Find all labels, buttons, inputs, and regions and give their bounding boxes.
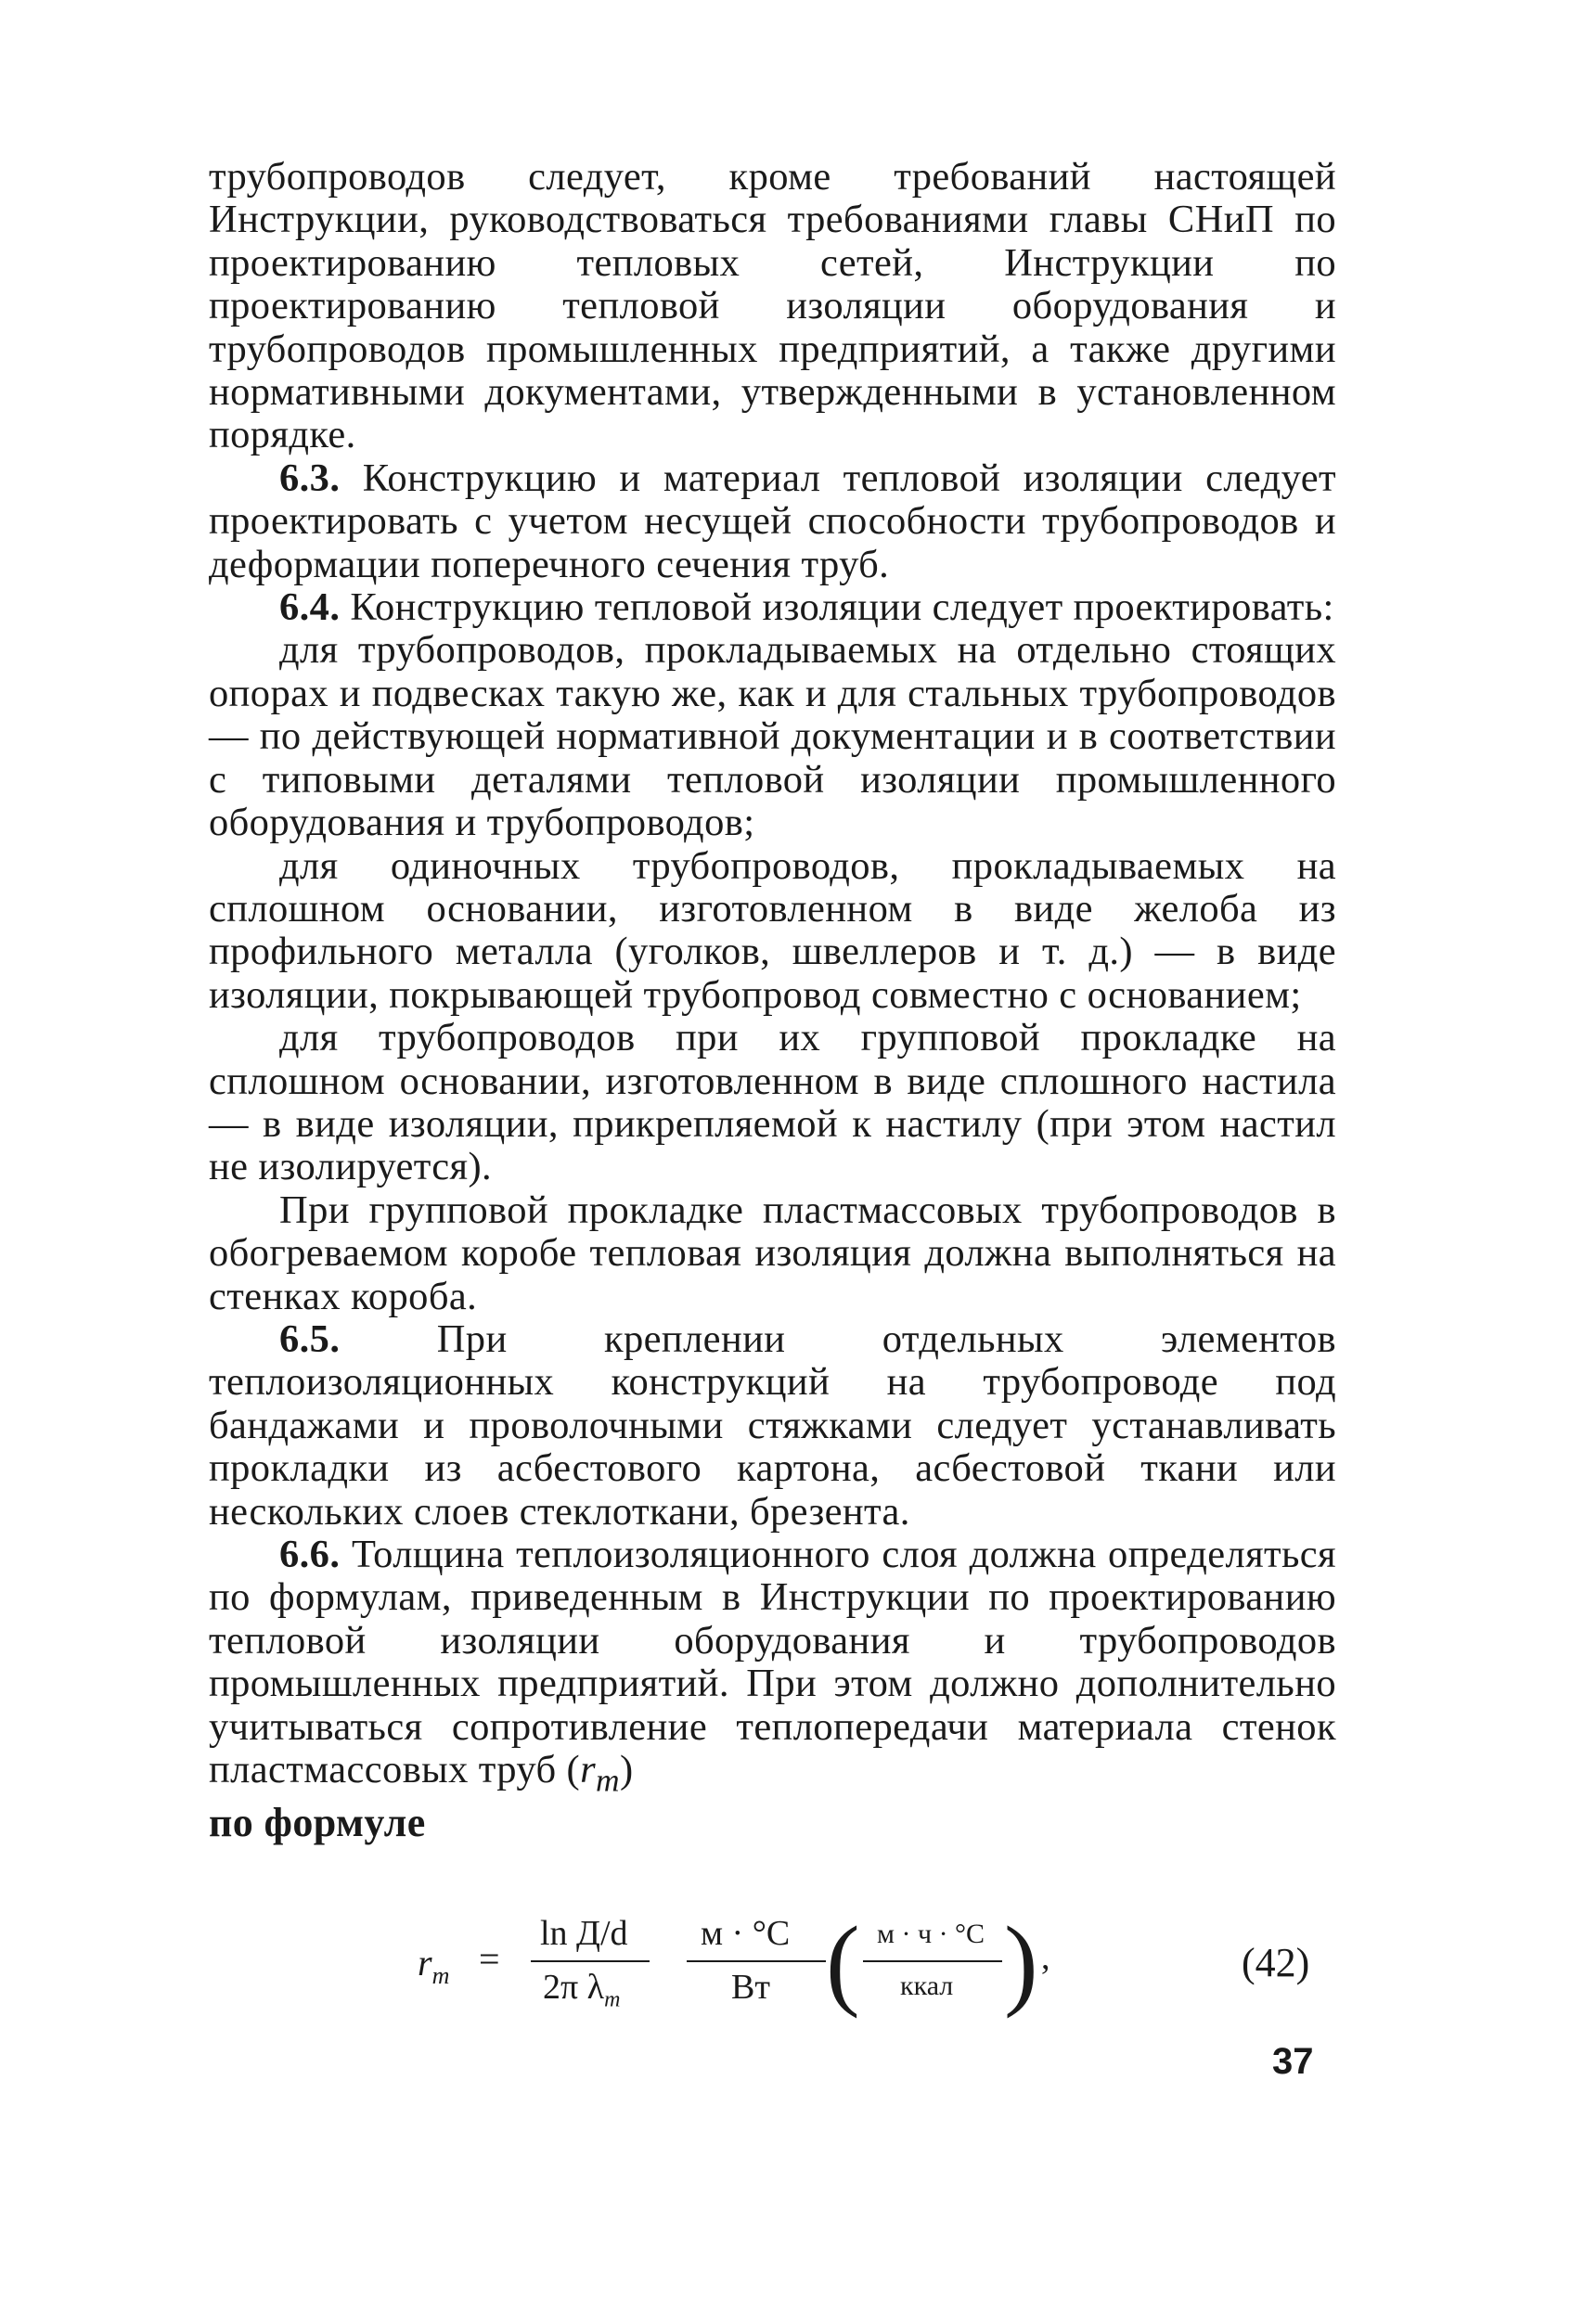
fraction2-bar [687, 1960, 826, 1962]
inline-symbol [566, 1748, 634, 1799]
fraction3-bar [863, 1960, 1002, 1962]
paragraph-6-3 [209, 457, 1336, 586]
fraction1-denominator [543, 1967, 620, 2013]
lead-text: по формуле [209, 1799, 426, 1845]
section-number: 6.5. [279, 1316, 341, 1361]
lead-line [209, 1799, 1336, 1845]
symbol-r: r [580, 1748, 597, 1792]
fraction2-denominator: Вт [731, 1968, 770, 2007]
formula-lhs [418, 1941, 449, 1990]
paren-open: ( [566, 1748, 581, 1792]
paragraph-text: для одиночных трубопроводов, прокладываемых на сплошном основании, изготовленном в виде желоба из профильного металла (уголков, швеллеров и т. д.) — в виде изоляции, покрывающей трубопровод совместно с основанием; [209, 843, 1336, 1017]
paragraph-6-6 [209, 1534, 1336, 1802]
page-number: 37 [1272, 2041, 1314, 2082]
lhs-symbol: r [418, 1942, 432, 1984]
equation-number: (42) [1242, 1940, 1310, 1985]
fraction3-denominator: ккал [900, 1971, 954, 2001]
list-item-paragraph [209, 629, 1336, 844]
den1-text: 2π λ [543, 1968, 605, 2007]
section-number: 6.4. [279, 585, 341, 630]
paren-close: ) [620, 1748, 634, 1792]
paragraph-text: При креплении отдельных элементов теплоизоляционных конструкций на трубопроводе под бандажами и проволочными стяжками следует устанавливать прокладки из асбестового картона, асбестовой ткани или нескольких слоев стеклоткани, брезента. [209, 1316, 1336, 1534]
body-text [209, 156, 1336, 1845]
paren-right: ) [1004, 1906, 1038, 2019]
equals-sign: = [479, 1938, 500, 1980]
paragraph-6-5 [209, 1318, 1336, 1534]
paragraph-text: для трубопроводов, прокладываемых на отдельно стоящих опорах и подвесках такую же, как и для стальных трубопроводов — по действующей нормативной документации и в соответствии с типовыми деталями тепловой изоляции промышленного оборудования и трубопроводов; [209, 628, 1336, 845]
paragraph-text: Конструкцию и материал тепловой изоляции следует проектировать с учетом несущей способности трубопроводов и деформации поперечного сечения труб. [209, 456, 1336, 586]
symbol-subscript: m [596, 1761, 621, 1799]
fraction2-numerator: м · °С [701, 1914, 791, 1953]
section-number: 6.6. [279, 1533, 341, 1576]
fraction1-bar [531, 1960, 650, 1962]
list-item-paragraph [209, 1017, 1336, 1189]
formula-comma: , [1041, 1938, 1050, 1977]
section-number: 6.3. [279, 456, 341, 500]
paragraph-text: трубопроводов следует, кроме требований настоящей Инструкции, руководствоваться требованиями главы СНиП по проектированию тепловых сетей, Инструкции по проектированию тепловой изоляции оборудования и трубопроводов промышленных предприятий, а также другими нормативными документами, утвержденными в установленном порядке. [209, 155, 1336, 457]
paragraph [209, 1189, 1336, 1318]
formula-42 [418, 1906, 1336, 2019]
paragraph-text: Толщина теплоизоляционного слоя должна определяться по формулам, приведенным в Инструкции по проектированию тепловой изоляции оборудования и трубопроводов промышленных предприятий. При этом должно дополнительно учитываться сопротивление теплопередачи материала стенок пластмассовых труб [209, 1533, 1337, 1792]
den1-subscript: m [604, 1987, 621, 2012]
list-item-paragraph [209, 845, 1336, 1018]
paragraph-6-4 [209, 586, 1336, 629]
fraction3-numerator: м · ч · °С [877, 1919, 985, 1949]
paragraph-text: Конструкцию тепловой изоляции следует проектировать: [350, 585, 1334, 630]
paragraph-text: При групповой прокладке пластмассовых трубопроводов в обогреваемом коробе тепловая изоляция должна выполняться на стенках короба. [209, 1188, 1336, 1318]
fraction1-numerator: ln Д/d [540, 1914, 628, 1953]
paren-left: ( [826, 1906, 860, 2019]
paragraph-text: для трубопроводов при их групповой прокладке на сплошном основании, изготовленном в виде сплошного настила — в виде изоляции, прикрепляемой к настилу (при этом настил не изолируется). [209, 1016, 1336, 1189]
lhs-subscript: m [431, 1962, 450, 1989]
paragraph [209, 156, 1336, 457]
